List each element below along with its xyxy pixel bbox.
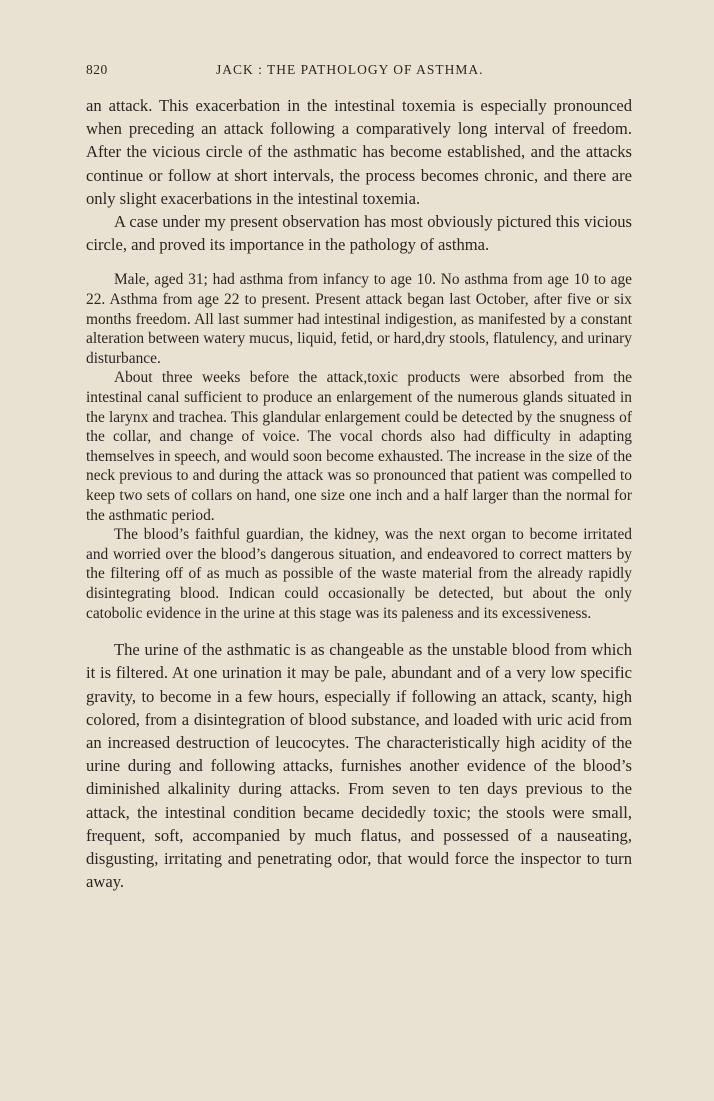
running-head: JACK : THE PATHOLOGY OF ASTHMA. bbox=[216, 62, 484, 77]
case-paragraph-3: The blood’s faithful guardian, the kidney, was the next organ to become irritated and worried over the blood’s dangerous situation, and endeavored to correct matters by the filtering off of as much as possible of the waste material from the already rapidly disintegrating blood. Indican could occasionally be detected, but about the only catobolic evidence in the urine at this stage was its paleness and its excessiveness. bbox=[86, 526, 632, 622]
case-report bbox=[86, 270, 632, 623]
body-text bbox=[86, 94, 632, 893]
paragraph-3: The urine of the asthmatic is as changeable as the unstable blood from which it is filtered. At one urination it may be pale, abundant and of a very low specific gravity, to become in a few hours, especially if following an attack, scanty, high colored, from a disintegration of blood substance, and loaded with uric acid from an increased destruction of leucocytes. The characteristically high acidity of the urine during and following attacks, furnishes another evidence of the blood’s diminished alkalinity during attacks. From seven to ten days previous to the attack, the intestinal condition became decidedly toxic; the stools were small, frequent, soft, accompanied by much flatus, and possessed of a nauseating, disgusting, irritating and penetrating odor, that would force the inspector to turn away. bbox=[86, 640, 632, 892]
closing-section bbox=[86, 638, 632, 893]
page-number: 820 bbox=[86, 62, 108, 77]
case-paragraph-1: Male, aged 31; had asthma from infancy to age 10. No asthma from age 10 to age 22. Asthma from age 22 to present. Present attack began last October, after five or six months freedom. All last summer had intestinal indigestion, as manifested by a constant alteration between watery mucus, liquid, fetid, or hard,dry stools, flatulency, and urinary disturbance. bbox=[86, 271, 632, 367]
paragraph-1: an attack. This exacerbation in the intestinal toxemia is especially pronounced when preceding an attack following a comparatively long interval of freedom. After the vicious circle of the asthmatic has become established, and the attacks continue or follow at short intervals, the process becomes chronic, and there are only slight exacerbations in the intestinal toxemia. bbox=[86, 96, 632, 208]
paragraph-2: A case under my present observation has most obviously pictured this vicious circle, and proved its importance in the pathology of asthma. bbox=[86, 212, 632, 255]
case-paragraph-2: About three weeks before the attack,toxic products were absorbed from the intestinal canal sufficient to produce an enlargement of the numerous glands situated in the larynx and trachea. This glandular enlargement could be detected by the snugness of the collar, and change of voice. The vocal chords also had difficulty in adapting themselves in speech, and would soon become exhausted. The increase in the size of the neck previous to and during the attack was so pronounced that patient was compelled to keep two sets of collars on hand, one size one inch and a half larger than the normal for the asthmatic period. bbox=[86, 369, 632, 524]
page-header bbox=[86, 62, 631, 82]
